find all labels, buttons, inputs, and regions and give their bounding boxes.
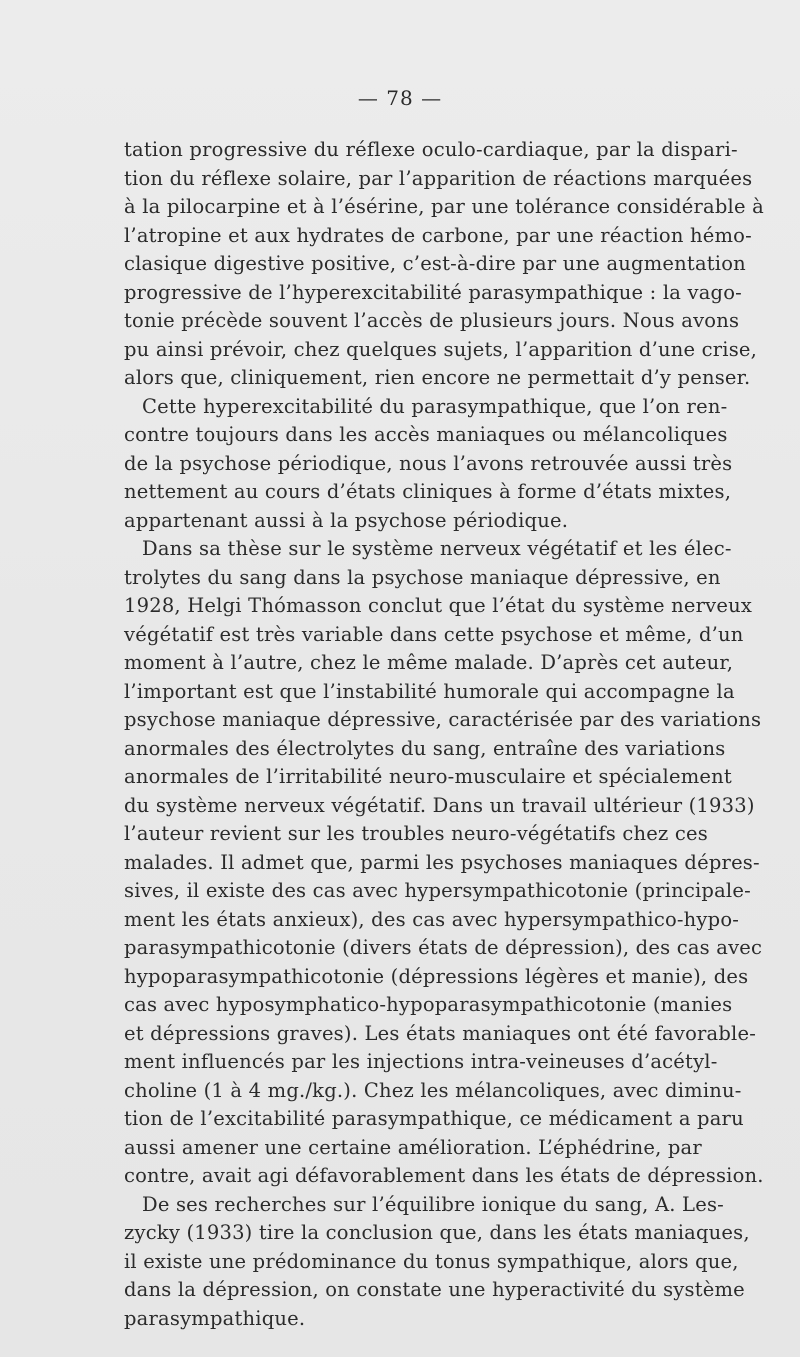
- text-line: alors que, cliniquement, rien encore ne permettait d’y penser.: [124, 366, 751, 389]
- text-line: contre, avait agi défavorablement dans les états de dépression.: [124, 1164, 764, 1187]
- body-text: [124, 136, 764, 1333]
- text-line: aussi amener une certaine amélioration. L’éphédrine, par: [124, 1135, 702, 1159]
- text-line: et dépressions graves). Les états maniaques ont été favorable-: [124, 1021, 757, 1045]
- text-line: tion du réflexe solaire, par l’apparition de réactions marquées: [124, 166, 753, 190]
- text-line: malades. Il admet que, parmi les psychoses maniaques dépres-: [124, 850, 760, 874]
- text-line: anormales des électrolytes du sang, entraîne des variations: [124, 736, 726, 760]
- text-line: tion de l’excitabilité parasympathique, ce médicament a paru: [124, 1107, 744, 1130]
- text-line: hypoparasympathicotonie (dépressions légères et manie), des: [124, 964, 749, 988]
- text-line: ment les états anxieux), des cas avec hypersympathico-hypo-: [124, 907, 740, 931]
- text-line: l’atropine et aux hydrates de carbone, par une réaction hémo-: [124, 223, 752, 247]
- text-line: sives, il existe des cas avec hypersympathicotonie (principale-: [124, 879, 751, 902]
- text-line: à la pilocarpine et à l’ésérine, par une tolérance considérable à: [124, 195, 764, 218]
- text-line: 1928, Helgi Thómasson conclut que l’état du système nerveux: [124, 594, 753, 617]
- text-line: trolytes du sang dans la psychose maniaque dépressive, en: [124, 565, 721, 589]
- text-line: choline (1 à 4 mg./kg.). Chez les mélancoliques, avec diminu-: [124, 1078, 742, 1102]
- text-line: contre toujours dans les accès maniaques ou mélancoliques: [124, 423, 728, 446]
- text-line: l’auteur revient sur les troubles neuro-végétatifs chez ces: [124, 822, 708, 845]
- text-line: ment influencés par les injections intra-veineuses d’acétyl-: [124, 1050, 718, 1073]
- text-line: appartenant aussi à la psychose périodique.: [124, 508, 569, 532]
- text-line: de la psychose périodique, nous l’avons retrouvée aussi très: [124, 451, 733, 475]
- text-line: dans la dépression, on constate une hyperactivité du système: [124, 1278, 745, 1301]
- text-line: du système nerveux végétatif. Dans un travail ultérieur (1933): [124, 793, 755, 817]
- text-line: progressive de l’hyperexcitabilité parasympathique : la vago-: [124, 280, 742, 304]
- text-line: tonie précède souvent l’accès de plusieurs jours. Nous avons: [124, 309, 740, 332]
- text-line: cas avec hyposymphatico-hypoparasympathicotonie (manies: [124, 993, 733, 1016]
- text-line: nettement au cours d’états cliniques à forme d’états mixtes,: [124, 480, 732, 503]
- text-line: anormales de l’irritabilité neuro-musculaire et spécialement: [124, 765, 732, 788]
- text-line: parasympathique.: [124, 1306, 306, 1330]
- text-line: Dans sa thèse sur le système nerveux végétatif et les élec-: [142, 537, 732, 560]
- text-line: tation progressive du réflexe oculo-cardiaque, par la dispari-: [124, 138, 738, 161]
- text-line: parasympathicotonie (divers états de dépression), des cas avec: [124, 936, 763, 959]
- page-number: — 78 —: [357, 86, 443, 110]
- text-line: il existe une prédominance du tonus sympathique, alors que,: [124, 1249, 739, 1273]
- text-line: psychose maniaque dépressive, caractérisée par des variations: [124, 708, 762, 731]
- text-line: végétatif est très variable dans cette psychose et même, d’un: [124, 622, 744, 646]
- text-line: pu ainsi prévoir, chez quelques sujets, l’apparition d’une crise,: [124, 337, 758, 361]
- text-line: zycky (1933) tire la conclusion que, dans les états maniaques,: [124, 1221, 750, 1244]
- text-line: clasique digestive positive, c’est-à-dire par une augmentation: [124, 252, 746, 275]
- text-line: Cette hyperexcitabilité du parasympathique, que l’on ren-: [142, 394, 728, 418]
- text-line: De ses recherches sur l’équilibre ionique du sang, A. Les-: [142, 1192, 724, 1216]
- text-line: moment à l’autre, chez le même malade. D’après cet auteur,: [124, 651, 734, 674]
- text-line: l’important est que l’instabilité humorale qui accompagne la: [124, 679, 735, 703]
